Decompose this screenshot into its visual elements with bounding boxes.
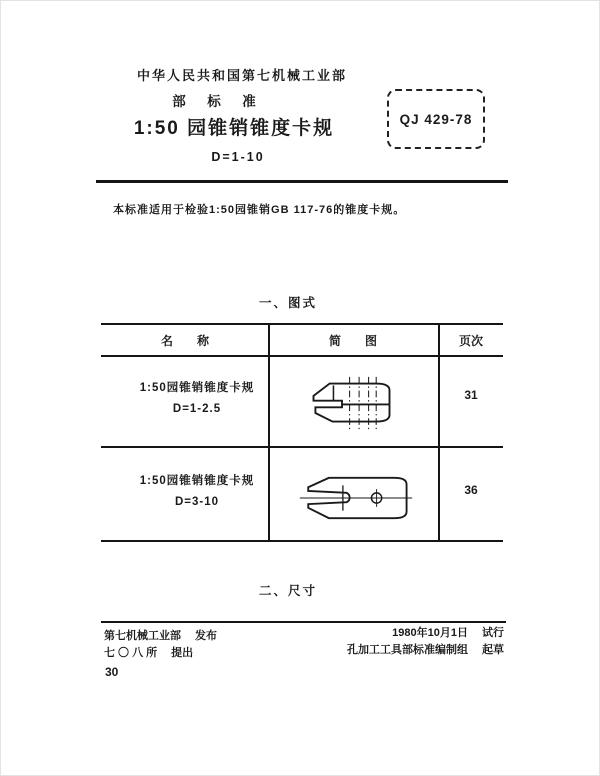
row1-size-range: D=1-2.5 [172,403,222,415]
trial-date: 1980年10月1日 [392,627,468,639]
section-heading-diagrams: 一、图式 [258,296,318,310]
drafted-label: 起草 [482,644,504,656]
ministry-name: 中华人民共和国第七机械工业部 [136,68,348,83]
row2-gauge-name: 1:50园锥销锥度卡规 [139,475,255,487]
footer-drafted-line [347,641,504,657]
document-title: 1:50 园锥销锥度卡规 [133,118,335,139]
standard-number: QJ 429-78 [399,111,473,127]
gauge-diagram-fork-type [297,469,415,527]
table-bottom-rule [101,540,503,542]
issued-label: 发布 [195,630,217,642]
footer-issued-line [104,627,217,643]
row2-page-number: 36 [464,483,478,497]
drafting-group: 孔加工工具部标准编制组 [347,644,468,656]
table-column-line-2 [438,323,440,542]
row1-page-number: 31 [464,388,478,402]
proposing-org: 七 〇 八 所 [104,647,158,659]
scope-statement: 本标准适用于检验1:50园锥销GB 117-76的锥度卡规。 [113,204,406,216]
row2-size-range: D=3-10 [174,496,220,508]
section-heading-dimensions: 二、尺寸 [258,584,318,598]
page-number: 30 [105,665,119,679]
table-header-rule [101,355,503,357]
column-header-sketch: 简 图 [328,334,378,348]
standard-type-label: 部 标 准 [172,94,260,109]
table-column-line-1 [268,323,270,542]
footer-proposed-line [104,644,193,660]
standard-number-box [387,89,485,149]
proposed-label: 提出 [171,647,194,659]
issuing-org: 第七机械工业部 [104,630,181,642]
column-header-name: 名 称 [160,334,210,348]
gauge-diagram-slot-type [304,375,399,432]
footer-rule [101,621,506,623]
table-row-divider [101,446,503,448]
column-header-page: 页次 [458,334,484,348]
footer-trial-line [392,624,504,640]
size-range-label: D=1-10 [211,150,265,164]
row1-gauge-name: 1:50园锥销锥度卡规 [139,382,255,394]
table-top-rule [101,323,503,325]
trial-label: 试行 [482,627,504,639]
header-rule [96,180,508,183]
